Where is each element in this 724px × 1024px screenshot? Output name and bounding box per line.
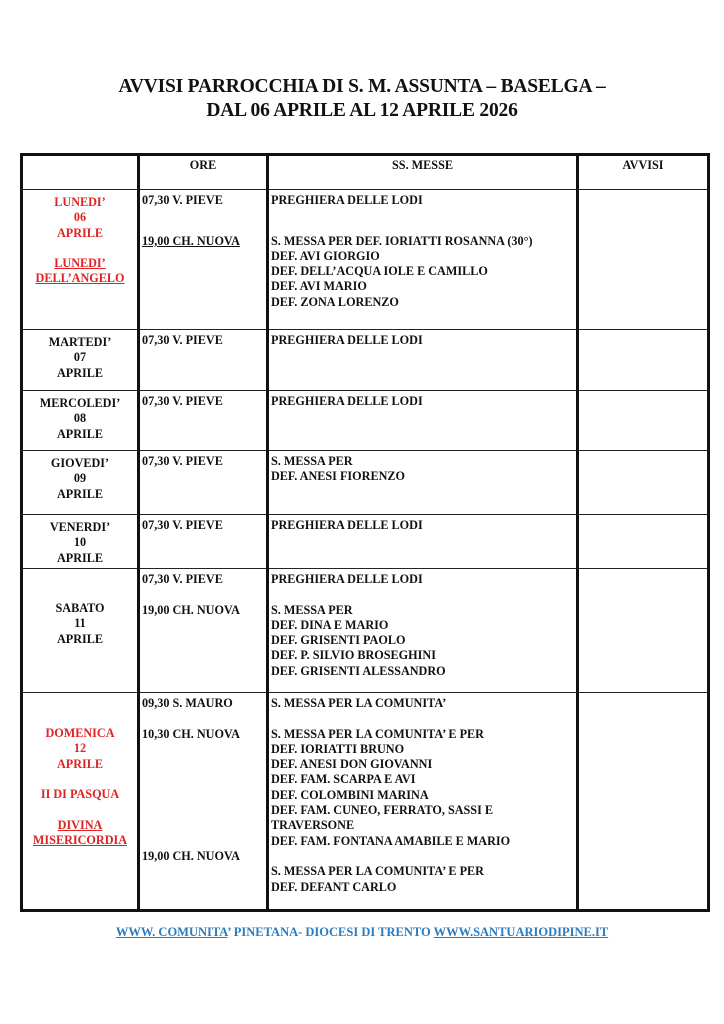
- day-month: APRILE: [56, 550, 104, 565]
- day-name: GIOVEDI’: [50, 456, 110, 470]
- mass-cell: [268, 569, 578, 693]
- time-slot: 07,30 V. PIEVE: [142, 454, 223, 468]
- mass-line: DEF. DEFANT CARLO: [271, 879, 397, 894]
- schedule-table: [20, 153, 710, 912]
- mass-line: DEF. AVI GIORGIO: [271, 248, 380, 263]
- day-feast: II DI PASQUA: [40, 787, 120, 802]
- mass-line: DEF. FAM. SCARPA E AVI: [271, 772, 416, 787]
- time-slot: 19,00 CH. NUOVA: [142, 233, 240, 248]
- time-slot: 10,30 CH. NUOVA: [142, 726, 240, 741]
- time-cell: [139, 391, 268, 451]
- day-note: MISERICORDIA: [32, 833, 128, 848]
- mass-line: S. MESSA PER DEF. IORIATTI ROSANNA (30°): [271, 233, 533, 248]
- day-cell: [22, 190, 139, 330]
- day-month: APRILE: [56, 225, 104, 240]
- day-date: 07: [73, 350, 87, 365]
- time-cell: [139, 693, 268, 911]
- header-messe: SS. MESSE: [268, 155, 578, 190]
- table-row: [22, 569, 709, 693]
- day-month: APRILE: [56, 631, 104, 646]
- day-name: LUNEDI’: [54, 195, 106, 209]
- mass-line: PREGHIERA DELLE LODI: [271, 333, 423, 347]
- table-row: [22, 693, 709, 911]
- day-date: 06: [73, 210, 87, 225]
- mass-line: DEF. AVI MARIO: [271, 279, 367, 294]
- mass-line: S. MESSA PER LA COMUNITA’: [271, 696, 447, 710]
- time-slot: 07,30 V. PIEVE: [142, 572, 223, 586]
- mass-line: S. MESSA PER: [271, 454, 353, 468]
- avvisi-cell: [578, 693, 709, 911]
- avvisi-cell: [578, 391, 709, 451]
- mass-line: DEF. ZONA LORENZO: [271, 294, 399, 309]
- day-date: 10: [73, 535, 87, 550]
- footer: [0, 925, 724, 940]
- table-header-row: [22, 155, 709, 190]
- day-cell: [22, 451, 139, 515]
- day-date: 08: [73, 411, 87, 426]
- mass-line: DEF. ANESI FIORENZO: [271, 469, 405, 484]
- mass-cell: [268, 693, 578, 911]
- time-cell: [139, 330, 268, 391]
- footer-text: ’ PINETANA- DIOCESI DI TRENTO: [227, 925, 434, 939]
- avvisi-cell: [578, 569, 709, 693]
- time-cell: [139, 515, 268, 569]
- time-slot: 07,30 V. PIEVE: [142, 333, 223, 347]
- day-note: LUNEDI’: [54, 256, 106, 271]
- day-date: 11: [74, 616, 86, 631]
- mass-cell: [268, 451, 578, 515]
- mass-cell: [268, 391, 578, 451]
- mass-line: DEF. IORIATTI BRUNO: [271, 741, 405, 756]
- day-date: 09: [73, 471, 87, 486]
- mass-line: PREGHIERA DELLE LODI: [271, 193, 423, 207]
- day-date: 12: [73, 741, 87, 756]
- mass-line: DEF. GRISENTI ALESSANDRO: [271, 663, 446, 678]
- time-slot: 09,30 S. MAURO: [142, 696, 233, 710]
- mass-line: TRAVERSONE: [271, 818, 355, 833]
- time-slot: 07,30 V. PIEVE: [142, 193, 223, 207]
- mass-line: DEF. DINA E MARIO: [271, 617, 389, 632]
- table-row: [22, 515, 709, 569]
- day-name: SABATO: [55, 601, 105, 615]
- day-cell: [22, 693, 139, 911]
- day-month: APRILE: [56, 756, 104, 771]
- mass-line: PREGHIERA DELLE LODI: [271, 572, 423, 586]
- day-note: DELL’ANGELO: [35, 271, 125, 286]
- mass-line: S. MESSA PER LA COMUNITA’ E PER: [271, 864, 484, 879]
- mass-cell: [268, 330, 578, 391]
- day-name: MERCOLEDI’: [39, 396, 121, 410]
- mass-line: DEF. ANESI DON GIOVANNI: [271, 757, 433, 772]
- header-ore: ORE: [139, 155, 268, 190]
- day-name: VENERDI’: [49, 520, 111, 534]
- mass-line: DEF. FAM. CUNEO, FERRATO, SASSI E: [271, 803, 494, 818]
- santuario-link[interactable]: WWW.SANTUARIODIPINE.IT: [433, 925, 609, 939]
- mass-line: S. MESSA PER: [271, 602, 353, 617]
- mass-line: PREGHIERA DELLE LODI: [271, 518, 423, 532]
- day-cell: [22, 515, 139, 569]
- day-name: DOMENICA: [45, 726, 115, 740]
- avvisi-cell: [578, 190, 709, 330]
- mass-line: PREGHIERA DELLE LODI: [271, 394, 423, 408]
- avvisi-cell: [578, 451, 709, 515]
- avvisi-cell: [578, 330, 709, 391]
- header-avvisi: AVVISI: [578, 155, 709, 190]
- mass-line: DEF. FAM. FONTANA AMABILE E MARIO: [271, 833, 511, 848]
- time-cell: [139, 569, 268, 693]
- day-month: APRILE: [56, 486, 104, 501]
- title-line-1: AVVISI PARROCCHIA DI S. M. ASSUNTA – BASELGA –: [118, 76, 606, 97]
- time-slot: 07,30 V. PIEVE: [142, 394, 223, 408]
- day-month: APRILE: [56, 365, 104, 380]
- mass-line: S. MESSA PER LA COMUNITA’ E PER: [271, 726, 484, 741]
- table-row: [22, 330, 709, 391]
- time-cell: [139, 451, 268, 515]
- avvisi-cell: [578, 515, 709, 569]
- day-month: APRILE: [56, 426, 104, 441]
- table-row: [22, 190, 709, 330]
- title-line-2: DAL 06 APRILE AL 12 APRILE 2026: [206, 100, 518, 121]
- time-slot: 19,00 CH. NUOVA: [142, 602, 240, 617]
- table-row: [22, 451, 709, 515]
- day-note: DIVINA: [57, 817, 103, 832]
- time-slot: 07,30 V. PIEVE: [142, 518, 223, 532]
- day-cell: [22, 569, 139, 693]
- header-day: [22, 155, 139, 190]
- mass-line: DEF. GRISENTI PAOLO: [271, 633, 406, 648]
- day-cell: [22, 330, 139, 391]
- mass-cell: [268, 515, 578, 569]
- day-name: MARTEDI’: [48, 335, 112, 349]
- mass-line: DEF. DELL’ACQUA IOLE E CAMILLO: [271, 264, 488, 279]
- mass-cell: [268, 190, 578, 330]
- page-title: [0, 75, 724, 123]
- table-row: [22, 391, 709, 451]
- mass-line: DEF. COLOMBINI MARINA: [271, 787, 429, 802]
- mass-line: DEF. P. SILVIO BROSEGHINI: [271, 648, 436, 663]
- time-slot: 19,00 CH. NUOVA: [142, 848, 240, 863]
- time-cell: [139, 190, 268, 330]
- day-cell: [22, 391, 139, 451]
- comunita-link[interactable]: WWW. COMUNITA: [115, 925, 228, 939]
